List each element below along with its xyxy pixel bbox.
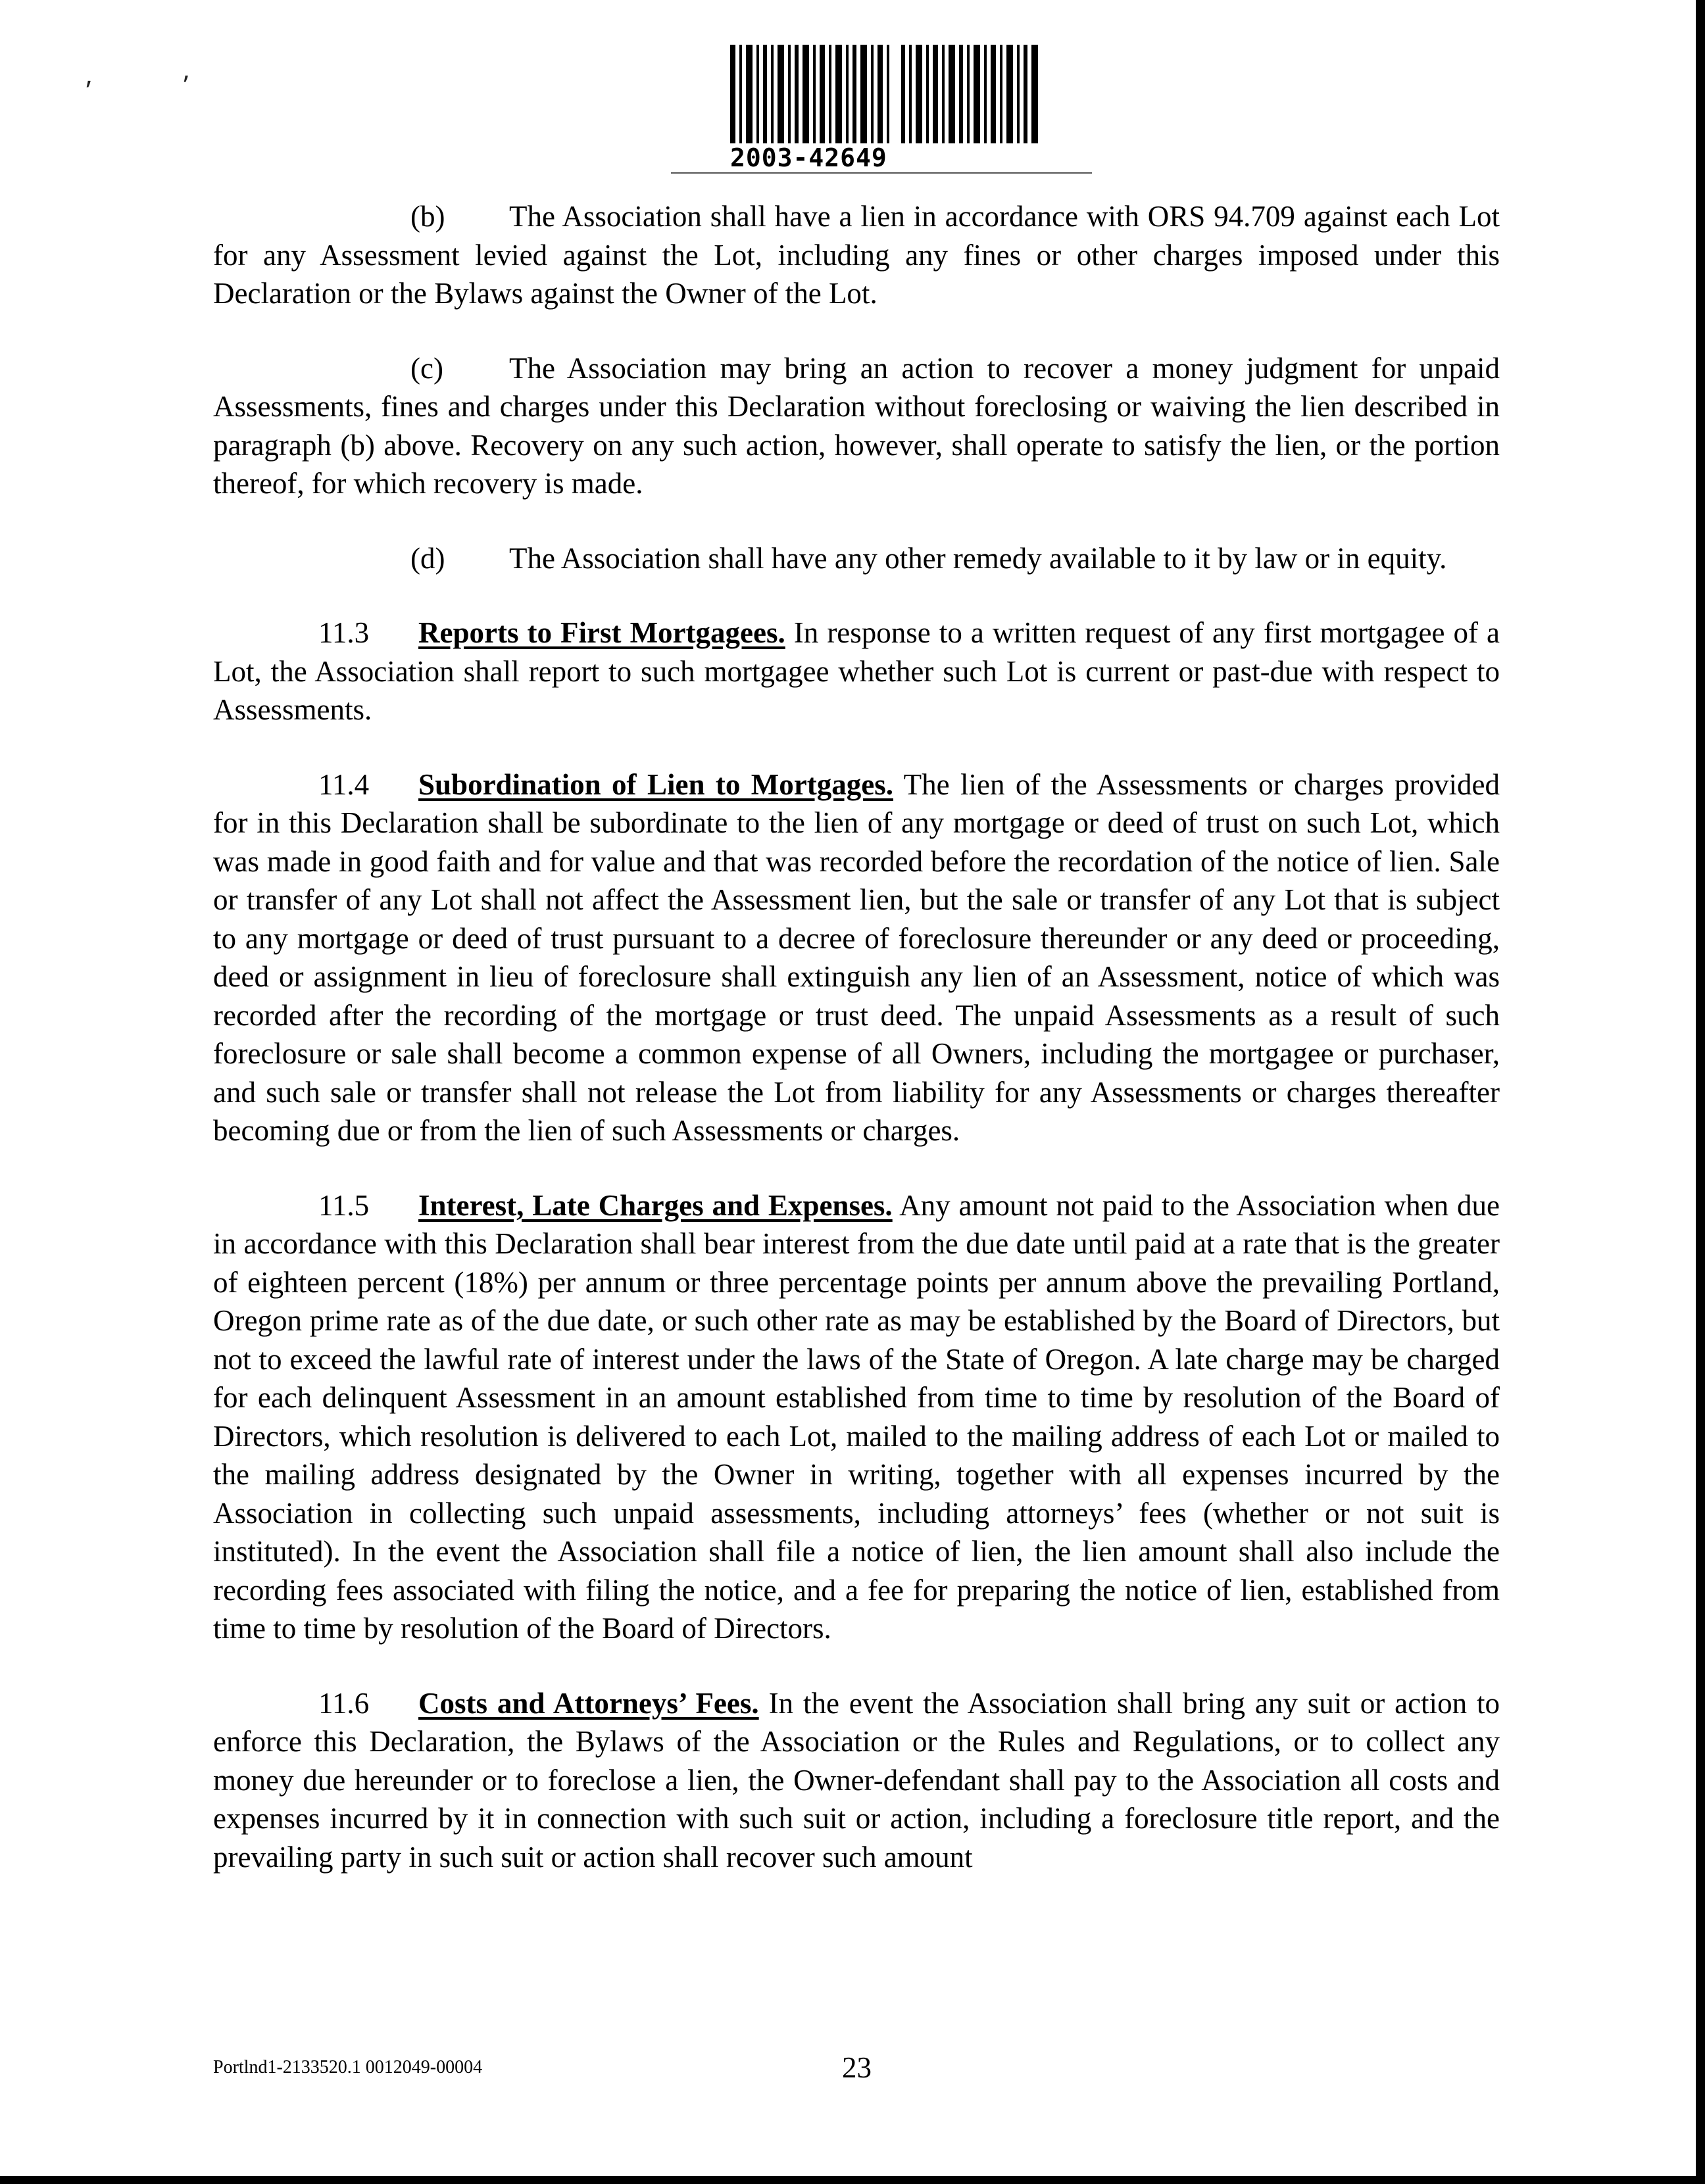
section-11-4-number: 11.4 xyxy=(318,767,370,801)
footer-document-id: Portlnd1-2133520.1 0012049-00004 xyxy=(213,2057,483,2077)
section-11-6 xyxy=(213,1684,1500,1877)
section-11-4-heading: Subordination of Lien to Mortgages. xyxy=(418,767,893,801)
paragraph-d-text: The Association shall have any other remedy available to it by law or in equity. xyxy=(509,541,1447,575)
scan-border-bottom xyxy=(0,2176,1705,2184)
page-number: 23 xyxy=(842,2051,872,2084)
paragraph-c-text: The Association may bring an action to recover a money judgment for unpaid Assessments, fines and charges under this Declaration without foreclosing or waiving the lien described in paragraph (b) above. Recovery on any such action, however, shall operate to satisfy the lien, or the portion thereof, for which recovery is made. xyxy=(213,351,1500,500)
paragraph-d xyxy=(213,539,1500,578)
section-11-6-number: 11.6 xyxy=(318,1686,370,1720)
paragraph-c-label: (c) xyxy=(410,351,443,385)
section-11-6-heading: Costs and Attorneys’ Fees. xyxy=(418,1686,759,1720)
section-11-4-text: The lien of the Assessments or charges provided for in this Declaration shall be subordinate to the lien of any mortgage or deed of trust on such Lot, which was made in good faith and for value and that was recorded before the recordation of the notice of lien. Sale or transfer of any Lot shall not affect the Assessment lien, but the sale or transfer of any Lot that is subject to any mortgage or deed of trust pursuant to a decree of foreclosure thereunder or any deed or proceeding, deed or assignment in lieu of foreclosure shall extinguish any lien of an Assessment, notice of which was recorded after the recording of the mortgage or trust deed. The unpaid Assessments as a result of such foreclosure or sale shall become a common expense of all Owners, including the mortgagee or purchaser, and such sale or transfer shall not release the Lot from liability for any Assessments or charges thereafter becoming due or from the lien of such Assessments or charges. xyxy=(213,767,1500,1147)
section-11-3-text: In response to a written request of any first mortgagee of a Lot, the Association shall report to such mortgagee whether such Lot is current or past-due with respect to Assessments. xyxy=(213,616,1500,726)
barcode-block xyxy=(671,41,1092,179)
section-11-5-heading: Interest, Late Charges and Expenses. xyxy=(418,1188,893,1222)
section-11-5 xyxy=(213,1186,1500,1648)
section-11-3-heading: Reports to First Mortgagees. xyxy=(418,616,785,649)
section-11-5-text: Any amount not paid to the Association when due in accordance with this Declaration shall bear interest from the due date until paid at a rate that is the greater of eighteen percent (18%) per annum or three percentage points per annum above the prevailing Portland, Oregon prime rate as of the due date, or such other rate as may be established by the Board of Directors, but not to exceed the lawful rate of interest under the laws of the State of Oregon. A late charge may be charged for each delinquent Assessment in an amount established from time to time by resolution of the Board of Directors, which resolution is delivered to each Lot, mailed to the mailing address of each Lot or mailed to the mailing address designated by the Owner in writing, together with all expenses incurred by the Association in collecting such unpaid assessments, including attorneys’ fees (whether or not suit is instituted). In the event the Association shall file a notice of lien, the lien amount shall also include the recording fees associated with filing the notice, and a fee for preparing the notice of lien, established from time to time by resolution of the Board of Directors. xyxy=(213,1188,1500,1645)
section-11-4 xyxy=(213,765,1500,1150)
scan-border-right xyxy=(1696,0,1705,2184)
paragraph-b xyxy=(213,197,1500,313)
barcode-image xyxy=(730,45,1039,143)
scan-speck: ⸴ xyxy=(183,59,190,88)
paragraph-b-text: The Association shall have a lien in accordance with ORS 94.709 against each Lot for any Assessment levied against the Lot, including any fines or other charges imposed under this Declaration or the Bylaws against the Owner of the Lot. xyxy=(213,200,1500,310)
barcode-number: 2003-42649 xyxy=(730,143,887,172)
section-11-6-text: In the event the Association shall bring any suit or action to enforce this Declaration, the Bylaws of the Association or the Rules and Regulations, or to collect any money due hereunder or to foreclose a lien, the Owner-defendant shall pay to the Association all costs and expenses incurred by it in connection with such suit or action, including a foreclosure title report, and the prevailing party in such suit or action shall recover such amount xyxy=(213,1686,1500,1874)
barcode-underline xyxy=(671,172,1092,176)
section-11-3-number: 11.3 xyxy=(318,616,370,649)
paragraph-b-label: (b) xyxy=(410,200,445,233)
paragraph-d-label: (d) xyxy=(410,541,445,575)
document-body xyxy=(213,197,1500,1876)
section-11-5-number: 11.5 xyxy=(318,1188,370,1222)
paragraph-c xyxy=(213,349,1500,503)
section-11-3 xyxy=(213,614,1500,729)
scan-speck: ⸴ xyxy=(86,64,93,93)
